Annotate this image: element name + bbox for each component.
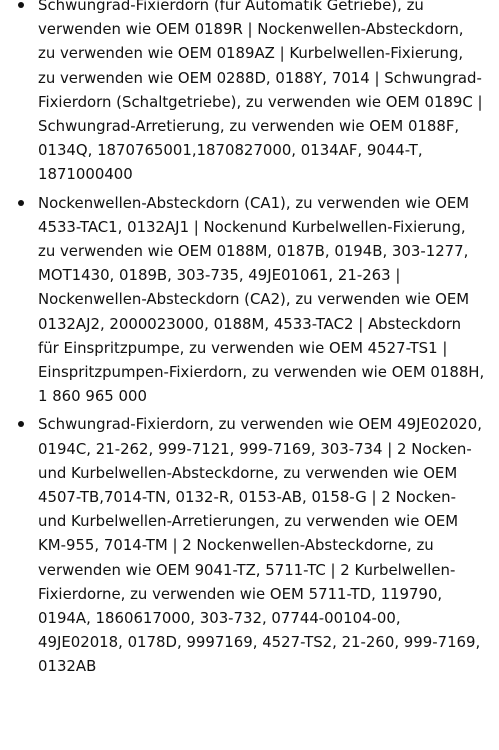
bullet-text: Schwungrad-Fixierdorn, zu verwenden wie OEM 49JE02020, 0194C, 21-262, 999-7121, 999-7169, 303-734 | 2 Nocken- und Kurbelwellen-Absteckdorne, zu verwenden wie OEM 4507-TB,7014-TN, 0132-R, 0153-AB, 0158-G | 2 Nocken- und Kurbelwellen-Arretierungen, zu verwenden wie OEM KM-955, 7014-TM | 2 Nockenwellen-Absteckdorne, zu verwenden wie OEM 9041-TZ, 5711-TC | 2 Kurbelwellen-Fixierdorne, zu verwenden wie OEM 5711-TD, 119790, 0194A, 1860617000, 303-732, 07744-00104-00, 49JE02018, 0178D, 9997169, 4527-TS2, 21-260, 999-7169, 0132AB bbox=[38, 415, 482, 676]
bullet-item bbox=[16, 191, 485, 409]
bullet-text: Nockenwellen-Absteckdorn (CA1), zu verwenden wie OEM 4533-TAC1, 0132AJ1 | Nockenund Kurbelwellen-Fixierung, zu verwenden wie OEM 0188M, 0187B, 0194B, 303-1277, MOT1430, 0189B, 303-735, 49JE01061, 21-263 | Nockenwellen-Absteckdorn (CA2), zu verwenden wie OEM 0132AJ2, 2000023000, 0188M, 4533-TAC2 | Absteckdorn für Einspritzpumpe, zu verwenden wie OEM 4527-TS1 | Einspritzpumpen-Fixierdorn, zu verwenden wie OEM 0188H, 1 860 965 000 bbox=[38, 193, 485, 406]
bullet-dot-icon bbox=[18, 200, 24, 206]
bullet-dot-icon bbox=[18, 421, 24, 427]
bullet-dot-icon bbox=[18, 2, 24, 8]
bullet-text: Schwungrad-Fixierdorn (für Automatik Getriebe), zu verwenden wie OEM 0189R | Nockenwellen-Absteckdorn, zu verwenden wie OEM 0189AZ | Kurbelwellen-Fixierung, zu verwenden wie OEM 0288D, 0188Y, 7014 | Schwungrad-Fixierdorn (Schaltgetriebe), zu verwenden wie OEM 0189C | Schwungrad-Arretierung, zu verwenden wie OEM 0188F, 0134Q, 1870765001,1870827000, 0134AF, 9044-T, 1871000400 bbox=[38, 0, 483, 184]
bullet-item bbox=[16, 412, 485, 678]
bullet-item bbox=[16, 0, 485, 187]
